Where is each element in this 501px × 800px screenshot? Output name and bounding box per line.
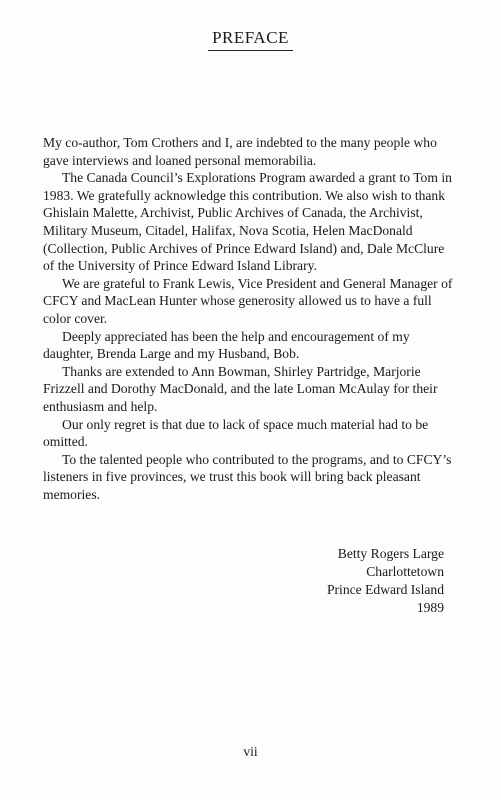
page-title: PREFACE — [208, 28, 293, 51]
paragraph-3: We are grateful to Frank Lewis, Vice President and General Manager of CFCY and MacLean Hunter whose generosity allowed us to have a full color cover. — [43, 275, 453, 326]
signature-year: 1989 — [416, 600, 444, 615]
signature-province: Prince Edward Island — [326, 582, 444, 597]
signature-city: Charlottetown — [366, 564, 444, 579]
paragraph-6: Our only regret is that due to lack of space much material had to be omitted. — [43, 416, 429, 450]
page-title-container — [0, 28, 501, 51]
paragraph-4: Deeply appreciated has been the help and encouragement of my daughter, Brenda Large and my Husband, Bob. — [43, 328, 410, 362]
signature-block — [327, 545, 444, 617]
paragraph-5: Thanks are extended to Ann Bowman, Shirley Partridge, Marjorie Frizzell and Dorothy MacDonald, and the late Loman McAulay for their enthusiasm and help. — [43, 363, 438, 414]
paragraph-7: To the talented people who contributed to the programs, and to CFCY’s listeners in five provinces, we trust this book will bring back pleasant memories. — [43, 451, 452, 502]
preface-body — [43, 134, 453, 503]
paragraph-2: The Canada Council’s Explorations Program awarded a grant to Tom in 1983. We gratefully acknowledge this contribution. We also wish to thank Ghislain Malette, Archivist, Public Archives of Canada, the Archivist, Military Museum, Citadel, Halifax, Nova Scotia, Helen MacDonald (Collection, Public Archives of Prince Edward Island) and, Dale McClure of the University of Prince Edward Island Library. — [43, 170, 452, 274]
page-number: vii — [243, 744, 258, 759]
paragraph-1: My co-author, Tom Crothers and I, are indebted to the many people who gave interviews and loaned personal memorabilia. — [43, 135, 437, 168]
signature-name: Betty Rogers Large — [337, 546, 444, 561]
